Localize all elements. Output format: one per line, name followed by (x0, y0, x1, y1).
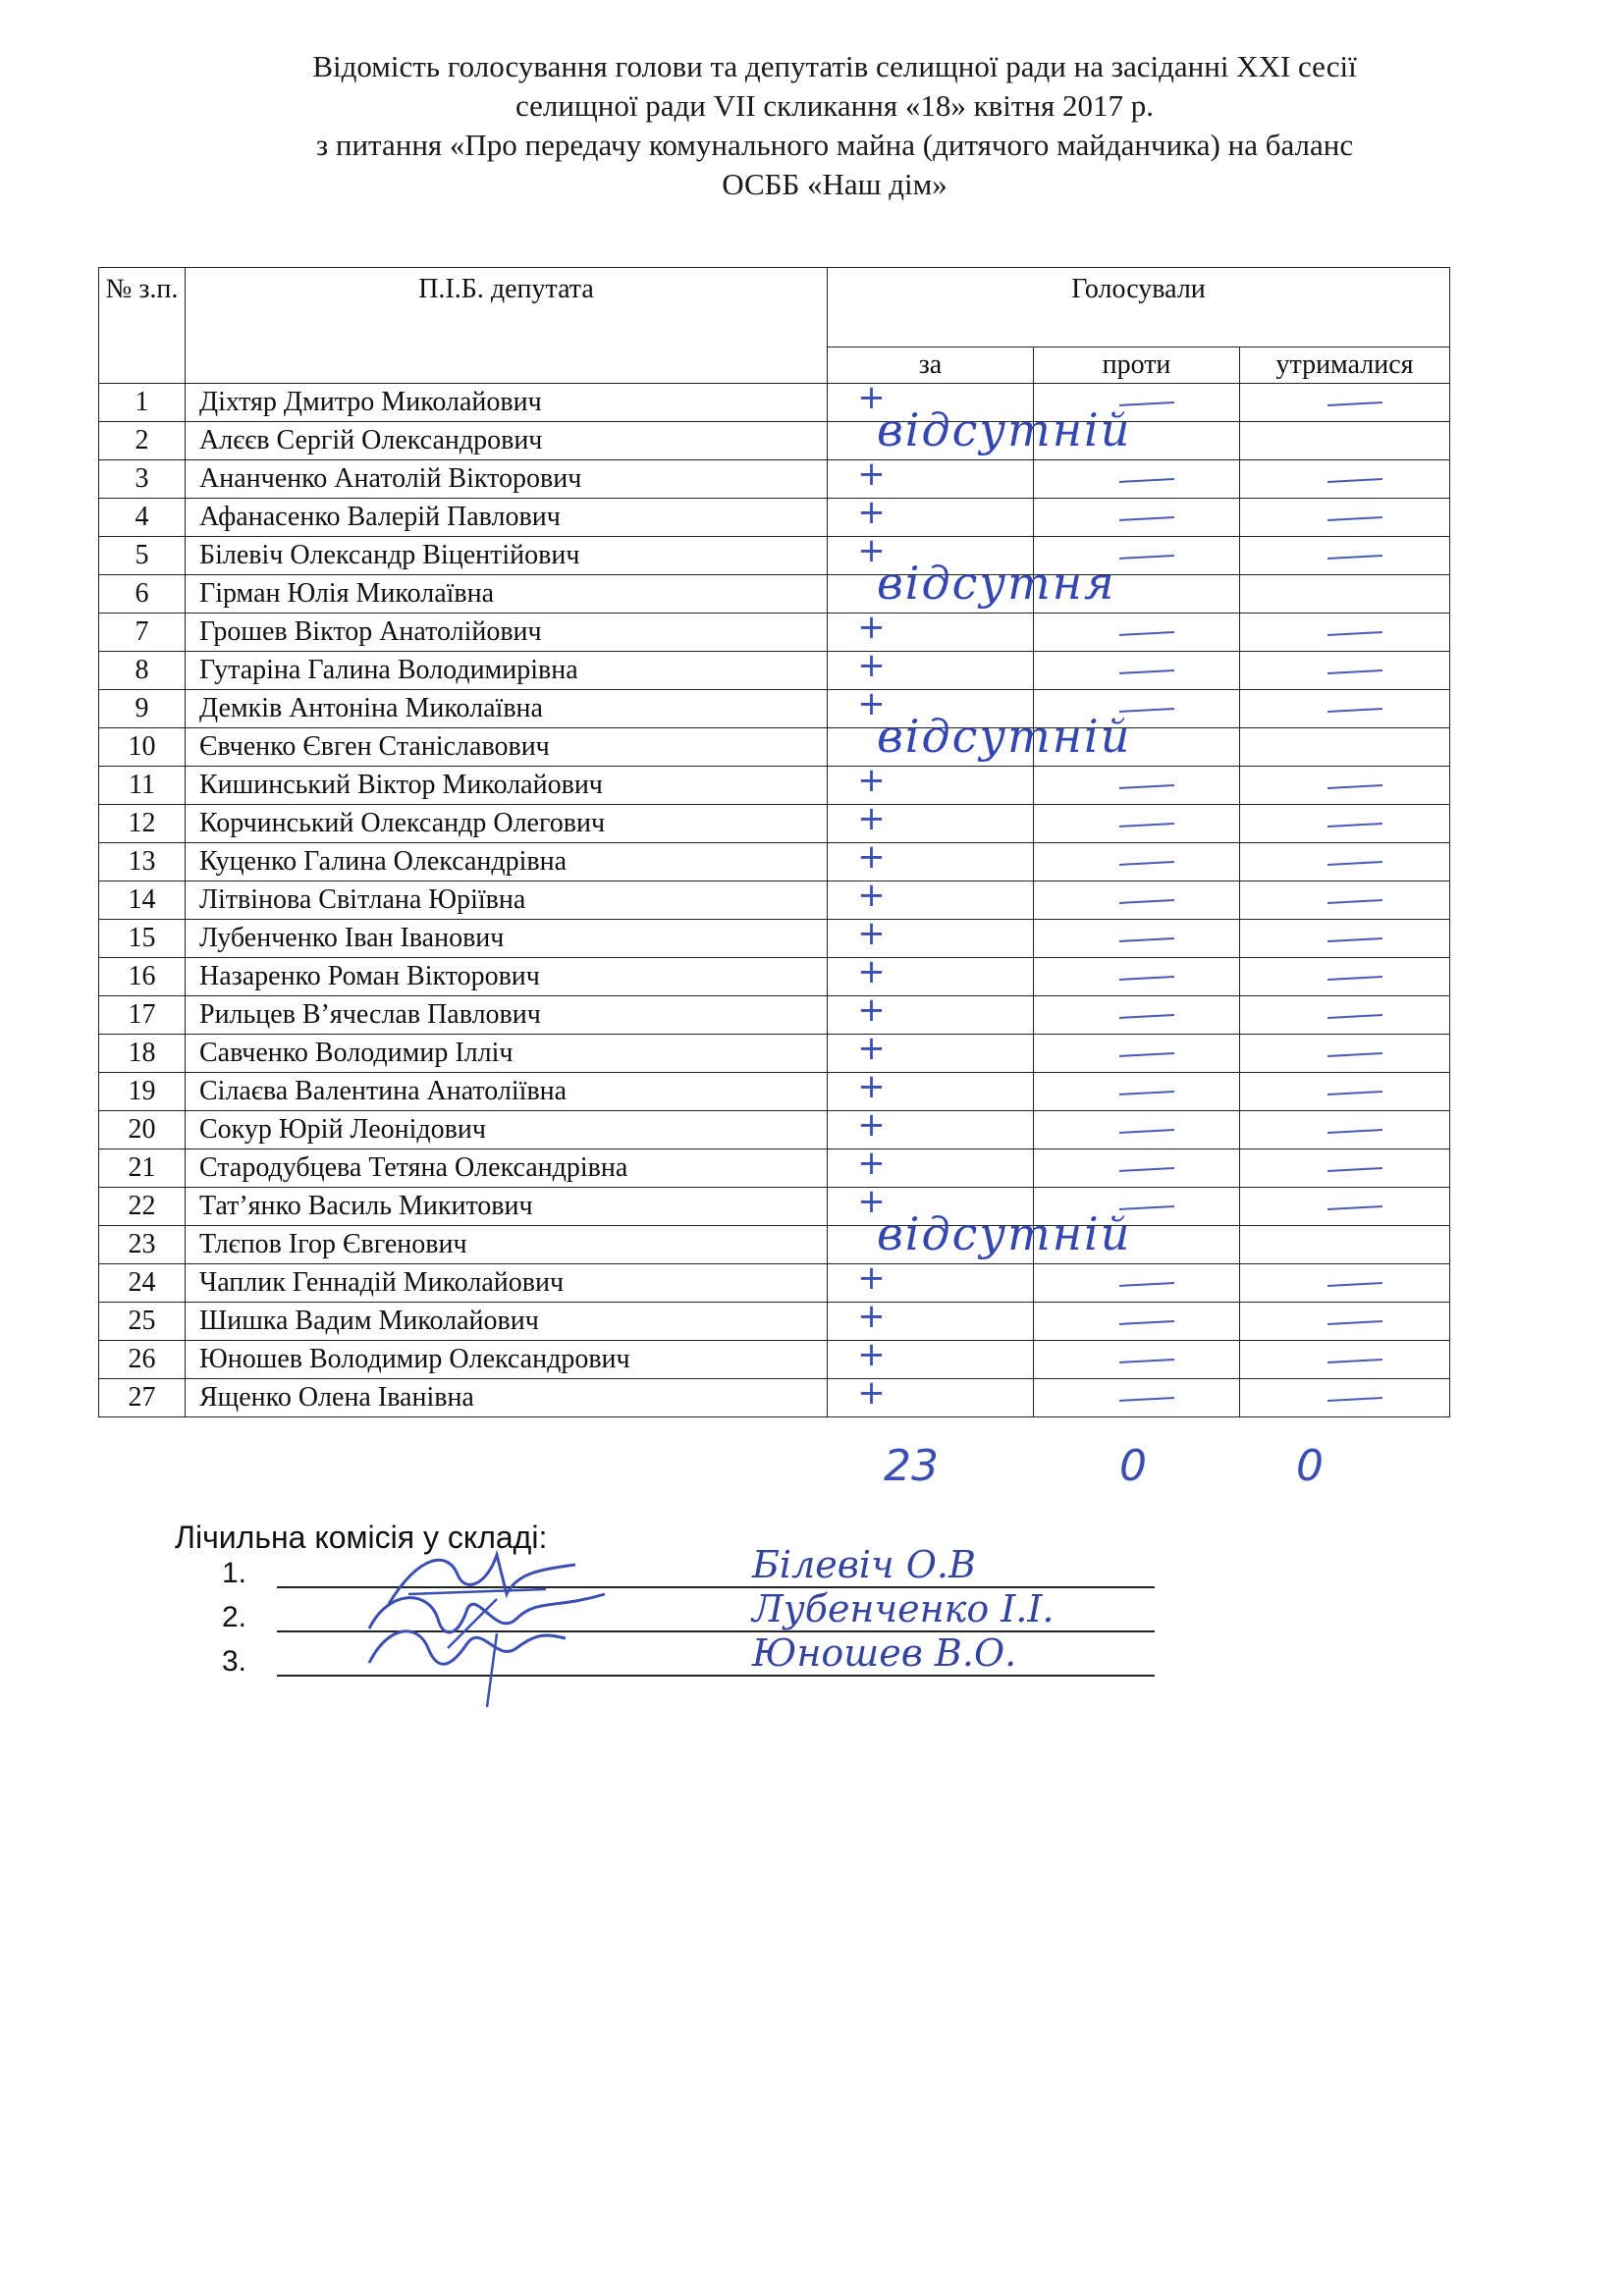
absent-note: відсутній (877, 403, 1132, 456)
deputy-name: Літвінова Світлана Юріївна (186, 881, 828, 920)
dash-mark (1118, 631, 1173, 636)
vote-abstain-cell (1240, 690, 1450, 728)
row-number: 12 (99, 805, 186, 843)
table-row (99, 690, 1450, 728)
table-row (99, 652, 1450, 690)
row-number: 19 (99, 1073, 186, 1111)
plus-mark: + (857, 608, 886, 647)
vote-against-cell (1034, 920, 1240, 958)
vote-abstain-cell (1240, 652, 1450, 690)
title-line-3: з питання «Про передачу комунального майна (дитячого майданчика) на баланс (315, 128, 1354, 162)
deputy-name: Сілаєва Валентина Анатоліївна (186, 1073, 828, 1111)
vote-abstain-cell (1240, 1035, 1450, 1073)
total-against: 0 (1119, 1441, 1147, 1491)
dash-mark (1326, 1320, 1381, 1325)
dash-mark (1326, 1167, 1381, 1172)
plus-mark: + (857, 378, 886, 417)
deputy-name: Корчинський Олександр Олегович (186, 805, 828, 843)
row-number: 10 (99, 728, 186, 767)
dash-mark (1118, 478, 1173, 483)
deputy-name: Юношев Володимир Олександрович (186, 1341, 828, 1379)
row-number: 24 (99, 1264, 186, 1303)
row-number: 18 (99, 1035, 186, 1073)
member-name: Лубенченко І.І. (752, 1587, 1055, 1630)
table-row (99, 1035, 1450, 1073)
deputy-name: Куценко Галина Олександрівна (186, 843, 828, 881)
deputy-name: Грошев Віктор Анатолійович (186, 614, 828, 652)
table-row (99, 1303, 1450, 1341)
deputy-name: Лубенченко Іван Іванович (186, 920, 828, 958)
title-line-2: селищної ради VІІ скликання «18» квітня 2017 р. (514, 88, 1155, 123)
row-number: 5 (99, 537, 186, 575)
vote-against-cell (1034, 843, 1240, 881)
dash-mark (1326, 1205, 1381, 1210)
col-header-name: П.І.Б. депутата (186, 268, 828, 384)
deputy-name: Тлєпов Ігор Євгенович (186, 1226, 828, 1264)
dash-mark (1326, 516, 1381, 521)
vote-abstain-cell (1240, 460, 1450, 499)
col-header-against: проти (1034, 347, 1240, 384)
vote-for-cell (828, 1373, 1034, 1417)
deputy-name: Демків Антоніна Миколаївна (186, 690, 828, 728)
dash-mark (1326, 708, 1381, 713)
voting-table (98, 267, 1450, 1417)
dash-mark (1118, 976, 1173, 981)
dash-mark (1118, 861, 1173, 866)
deputy-name: Шишка Вадим Миколайович (186, 1303, 828, 1341)
absent-note: відсутня (877, 557, 1116, 610)
vote-against-cell (1034, 1264, 1240, 1303)
vote-abstain-cell (1240, 805, 1450, 843)
dash-mark (1118, 1129, 1173, 1134)
dash-mark (1118, 1167, 1173, 1172)
vote-against-cell (1034, 575, 1240, 614)
table-row (99, 728, 1450, 767)
dash-mark (1326, 861, 1381, 866)
table-row (99, 1111, 1450, 1149)
table-row (99, 1264, 1450, 1303)
table-row (99, 1149, 1450, 1188)
plus-mark: + (857, 1335, 886, 1374)
deputy-name: Рильцев В’ячеслав Павлович (186, 996, 828, 1035)
vote-abstain-cell (1240, 537, 1450, 575)
plus-mark: + (857, 493, 886, 532)
plus-mark: + (857, 1373, 886, 1413)
col-header-number: № з.п. (99, 268, 186, 384)
vote-abstain-cell (1240, 881, 1450, 920)
deputy-name: Кишинський Віктор Миколайович (186, 767, 828, 805)
dash-mark (1118, 823, 1173, 828)
document-title (147, 47, 1522, 204)
table-row (99, 1341, 1450, 1379)
row-number: 22 (99, 1188, 186, 1226)
dash-mark (1326, 1091, 1381, 1095)
absent-note: відсутній (877, 710, 1132, 763)
vote-against-cell (1034, 1226, 1240, 1264)
vote-against-cell (1034, 881, 1240, 920)
table-row (99, 614, 1450, 652)
plus-mark: + (857, 761, 886, 800)
vote-abstain-cell (1240, 958, 1450, 996)
dash-mark (1326, 1052, 1381, 1057)
dash-mark (1118, 784, 1173, 789)
plus-mark: + (857, 952, 886, 991)
table-row (99, 460, 1450, 499)
plus-mark: + (857, 1258, 886, 1298)
dash-mark (1326, 1129, 1381, 1134)
vote-abstain-cell (1240, 1341, 1450, 1379)
table-row (99, 1073, 1450, 1111)
vote-abstain-cell (1240, 614, 1450, 652)
vote-against-cell (1034, 1341, 1240, 1379)
total-for: 23 (884, 1441, 939, 1491)
commission-label: Лічильна комісія у складі: (175, 1520, 548, 1555)
vote-against-cell (1034, 460, 1240, 499)
dash-mark (1326, 1359, 1381, 1363)
vote-abstain-cell (1240, 728, 1450, 767)
vote-abstain-cell (1240, 1188, 1450, 1226)
deputy-name: Ананченко Анатолій Вікторович (186, 460, 828, 499)
dash-mark (1118, 899, 1173, 904)
deputy-name: Стародубцева Тетяна Олександрівна (186, 1149, 828, 1188)
dash-mark (1118, 1320, 1173, 1325)
vote-against-cell (1034, 614, 1240, 652)
vote-abstain-cell (1240, 767, 1450, 805)
deputy-name: Алєєв Сергій Олександрович (186, 422, 828, 460)
vote-abstain-cell (1240, 422, 1450, 460)
row-number: 26 (99, 1341, 186, 1379)
vote-abstain-cell (1240, 843, 1450, 881)
table-row (99, 767, 1450, 805)
vote-abstain-cell (1240, 499, 1450, 537)
title-line-1: Відомість голосування голови та депутатів селищної ради на засіданні ХХІ сесії (312, 49, 1357, 83)
table-row (99, 805, 1450, 843)
table-row (99, 422, 1450, 460)
commission-member-3 (222, 1631, 1155, 1682)
plus-mark: + (857, 990, 886, 1030)
dash-mark (1118, 1359, 1173, 1363)
table-row (99, 881, 1450, 920)
table-row (99, 384, 1450, 422)
deputy-name: Сокур Юрій Леонідович (186, 1111, 828, 1149)
plus-mark: + (857, 646, 886, 685)
dash-mark (1326, 401, 1381, 406)
vote-against-cell (1034, 422, 1240, 460)
row-number: 20 (99, 1111, 186, 1149)
table-row (99, 537, 1450, 575)
deputy-name: Діхтяр Дмитро Миколайович (186, 384, 828, 422)
deputy-name: Чаплик Геннадій Миколайович (186, 1264, 828, 1303)
vote-abstain-cell (1240, 1226, 1450, 1264)
dash-mark (1118, 555, 1173, 560)
plus-mark: + (857, 1182, 886, 1221)
dash-mark (1118, 937, 1173, 942)
row-number: 3 (99, 460, 186, 499)
dash-mark (1326, 823, 1381, 828)
deputy-name: Савченко Володимир Ілліч (186, 1035, 828, 1073)
dash-mark (1326, 937, 1381, 942)
plus-mark: + (857, 1067, 886, 1106)
vote-abstain-cell (1240, 1379, 1450, 1417)
row-number: 25 (99, 1303, 186, 1341)
vote-abstain-cell (1240, 1264, 1450, 1303)
row-number: 14 (99, 881, 186, 920)
vote-against-cell (1034, 728, 1240, 767)
member-number: 3. (222, 1645, 247, 1678)
vote-against-cell (1034, 1379, 1240, 1417)
dash-mark (1326, 1282, 1381, 1287)
plus-mark: + (857, 1105, 886, 1145)
vote-against-cell (1034, 958, 1240, 996)
deputy-name: Ященко Олена Іванівна (186, 1379, 828, 1417)
dash-mark (1326, 555, 1381, 560)
dash-mark (1118, 1052, 1173, 1057)
table-row (99, 575, 1450, 614)
plus-mark: + (857, 799, 886, 838)
deputy-name: Гірман Юлія Миколаївна (186, 575, 828, 614)
dash-mark (1118, 1282, 1173, 1287)
vote-against-cell (1034, 1111, 1240, 1149)
table-row (99, 1226, 1450, 1264)
vote-abstain-cell (1240, 920, 1450, 958)
vote-abstain-cell (1240, 1303, 1450, 1341)
vote-abstain-cell (1240, 1149, 1450, 1188)
plus-mark: + (857, 914, 886, 953)
member-number: 1. (222, 1557, 247, 1589)
vote-against-cell (1034, 996, 1240, 1035)
vote-abstain-cell (1240, 575, 1450, 614)
row-number: 9 (99, 690, 186, 728)
vote-against-cell (1034, 1035, 1240, 1073)
deputy-name: Євченко Євген Станіславович (186, 728, 828, 767)
vote-abstain-cell (1240, 384, 1450, 422)
vote-against-cell (1034, 652, 1240, 690)
deputy-name: Тат’янко Василь Микитович (186, 1188, 828, 1226)
title-line-4: ОСББ «Наш дім» (722, 167, 947, 201)
row-number: 11 (99, 767, 186, 805)
row-number: 27 (99, 1379, 186, 1417)
row-number: 13 (99, 843, 186, 881)
table-row (99, 996, 1450, 1035)
dash-mark (1118, 669, 1173, 674)
dash-mark (1326, 899, 1381, 904)
vote-abstain-cell (1240, 996, 1450, 1035)
plus-mark: + (857, 531, 886, 570)
dash-mark (1326, 1397, 1381, 1402)
member-name: Юношев В.О. (752, 1631, 1017, 1675)
signature-icon (350, 1604, 605, 1712)
dash-mark (1326, 631, 1381, 636)
plus-mark: + (857, 1144, 886, 1183)
col-header-for: за (828, 347, 1034, 384)
row-number: 23 (99, 1226, 186, 1264)
table-row (99, 499, 1450, 537)
vote-against-cell (1034, 499, 1240, 537)
table-row (99, 843, 1450, 881)
table-row (99, 920, 1450, 958)
vote-abstain-cell (1240, 1073, 1450, 1111)
table-row (99, 1379, 1450, 1417)
deputy-name: Назаренко Роман Вікторович (186, 958, 828, 996)
plus-mark: + (857, 1029, 886, 1068)
row-number: 16 (99, 958, 186, 996)
absent-note: відсутній (877, 1207, 1132, 1260)
dash-mark (1326, 478, 1381, 483)
row-number: 6 (99, 575, 186, 614)
vote-against-cell (1034, 1073, 1240, 1111)
table-row (99, 1188, 1450, 1226)
table-row (99, 958, 1450, 996)
vote-against-cell (1034, 1303, 1240, 1341)
dash-mark (1326, 784, 1381, 789)
row-number: 15 (99, 920, 186, 958)
vote-against-cell (1034, 805, 1240, 843)
member-name: Білевіч О.В (752, 1543, 976, 1586)
plus-mark: + (857, 876, 886, 915)
row-number: 1 (99, 384, 186, 422)
row-number: 4 (99, 499, 186, 537)
plus-mark: + (857, 454, 886, 494)
plus-mark: + (857, 684, 886, 723)
dash-mark (1326, 669, 1381, 674)
deputy-name: Білевіч Олександр Віцентійович (186, 537, 828, 575)
vote-against-cell (1034, 1149, 1240, 1188)
row-number: 8 (99, 652, 186, 690)
dash-mark (1118, 1397, 1173, 1402)
dash-mark (1118, 1014, 1173, 1019)
row-number: 2 (99, 422, 186, 460)
col-header-voted: Голосували (828, 268, 1450, 347)
total-abstain: 0 (1296, 1441, 1324, 1491)
member-number: 2. (222, 1601, 247, 1633)
dash-mark (1326, 1014, 1381, 1019)
row-number: 7 (99, 614, 186, 652)
plus-mark: + (857, 837, 886, 877)
vote-abstain-cell (1240, 1111, 1450, 1149)
dash-mark (1118, 516, 1173, 521)
row-number: 21 (99, 1149, 186, 1188)
dash-mark (1326, 976, 1381, 981)
dash-mark (1118, 1091, 1173, 1095)
deputy-name: Афанасенко Валерій Павлович (186, 499, 828, 537)
row-number: 17 (99, 996, 186, 1035)
plus-mark: + (857, 1297, 886, 1336)
col-header-abstain: утрималися (1240, 347, 1450, 384)
deputy-name: Гутаріна Галина Володимирівна (186, 652, 828, 690)
vote-against-cell (1034, 767, 1240, 805)
